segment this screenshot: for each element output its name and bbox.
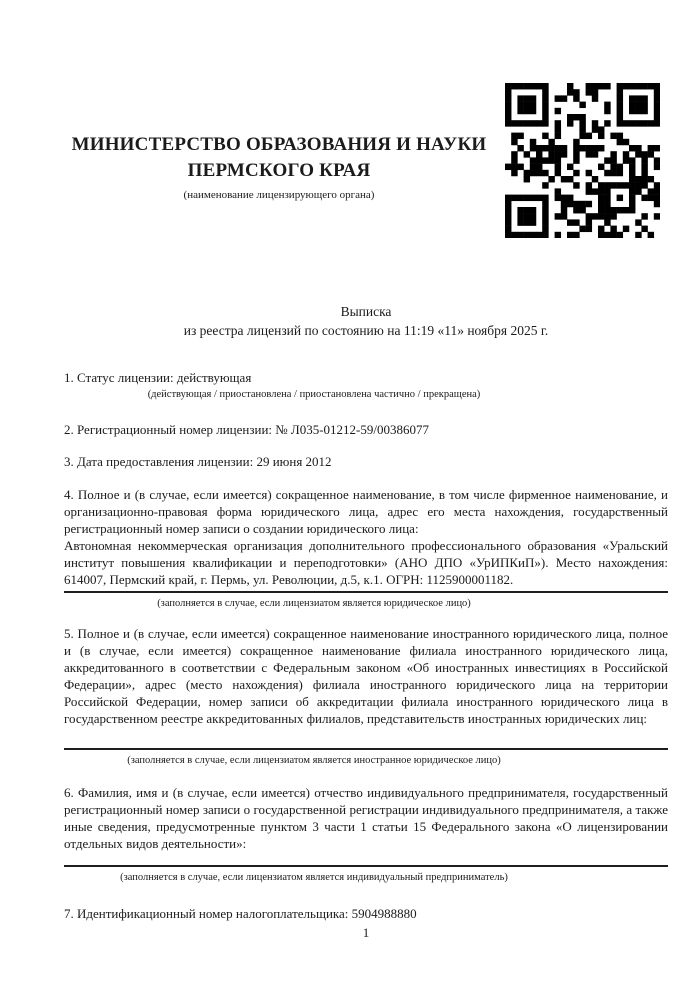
ministry-name-line2: ПЕРМСКОГО КРАЯ: [187, 160, 371, 181]
item-1-license-status: 1. Статус лицензии: действующая: [64, 370, 252, 385]
item-6-individual-entrepreneur-question: 6. Фамилия, имя и (в случае, если имеется) отчество индивидуального предпринимателя, государственный регистрационный номер записи о государственной регистрации индивидуального предпринимателя, а также иные сведения, предусмотренные пунктом 3 части 1 статьи 15 Федерального закона «О лицензировании отдельных видов деятельности»:: [64, 785, 668, 851]
item-5-foreign-entity-question: 5. Полное и (в случае, если имеется) сокращенное наименование иностранного юридического лица, полное и (в случае, если имеется) сокращенное наименование филиала иностранного юридического лица, аккредитованного в соответствии с Федеральным законом «Об иностранных инвестициях в Российской Федерации», адрес (место нахождения) филиала иностранного юридического лица на территории Российской Федерации, номер записи об аккредитации филиала иностранного юридического лица в государственном реестре аккредитованных филиалов, представительств иностранных юридических лиц:: [64, 626, 668, 726]
item-5-underline: [64, 748, 668, 750]
document-title-block: [64, 302, 668, 340]
licensing-authority-caption: (наименование лицензирующего органа): [183, 189, 375, 201]
item-3-grant-date: 3. Дата предоставления лицензии: 29 июня 2012: [64, 454, 332, 469]
licensing-authority-header: [64, 132, 494, 202]
item-6-hint: (заполняется в случае, если лицензиатом является индивидуальный предприниматель): [120, 872, 508, 883]
document-title: Выписка: [340, 304, 392, 319]
item-4-legal-entity-answer: Автономная некоммерческая организация дополнительного профессионального образования «Уральский институт повышения квалификации и переподготовки» (АНО ДПО «УрИПКиП»). Место нахождения: 614007, Пермский край, г. Пермь, ул. Революции, д.5, к.1. ОГРН: 1125900001182.: [64, 538, 668, 587]
item-2-registration-number: 2. Регистрационный номер лицензии: № Л035-01212-59/00386077: [64, 422, 430, 437]
ministry-name-line1: МИНИСТЕРСТВО ОБРАЗОВАНИЯ И НАУКИ: [71, 134, 487, 155]
qr-code-image: [505, 83, 660, 238]
item-5-hint: (заполняется в случае, если лицензиатом является иностранное юридическое лицо): [127, 755, 501, 766]
page-number: 1: [362, 925, 370, 940]
item-4-underline: [64, 591, 668, 593]
item-4-hint: (заполняется в случае, если лицензиатом является юридическое лицо): [157, 598, 471, 609]
item-4-legal-entity-question: 4. Полное и (в случае, если имеется) сокращенное наименование, в том числе фирменное наименование, и организационно-правовая форма юридического лица, адрес его места нахождения, государственный регистрационный номер записи о создании юридического лица:: [64, 487, 668, 536]
document-subtitle: из реестра лицензий по состоянию на 11:19 «11» ноября 2025 г.: [183, 323, 549, 338]
qr-code-icon: [505, 83, 660, 238]
item-7-taxpayer-id: 7. Идентификационный номер налогоплательщика: 5904988880: [64, 906, 417, 921]
item-1-status-options-hint: (действующая / приостановлена / приостановлена частично / прекращена): [147, 389, 481, 400]
item-6-underline: [64, 865, 668, 867]
